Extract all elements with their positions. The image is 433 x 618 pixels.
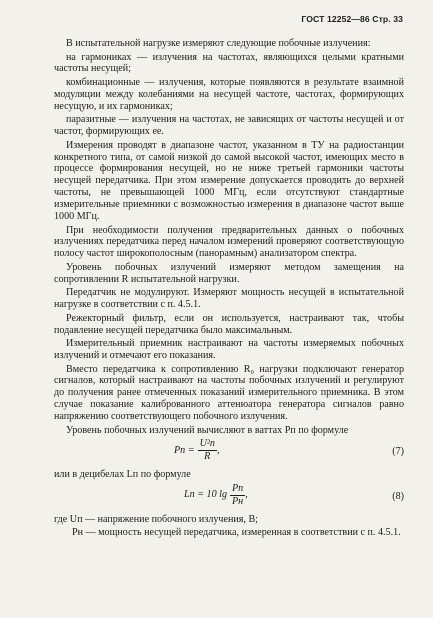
paragraph: Вместо передатчика к сопротивлению R₀ нагрузки подключают генератор сигналов, который настраивают на частоты побочных излучений и регулируют до получения ранее отмеченных показаний измерительного приемника. В этом случае показание калиброванного аттенюатора генератора сигналов равно напряжению соответствующего побочного излучения.: [54, 363, 404, 423]
paragraph: или в децибелах Lп по формуле: [54, 469, 191, 481]
formula-7-lhs: Pп =: [174, 444, 195, 456]
paragraph: При необходимости получения предварительных данных о побочных излучениях передатчика перед началом измерений проверяют соответствующую полосу частот широкополосным (панорамным) анализатором спектра.: [54, 224, 404, 260]
paragraph: Передатчик не модулируют. Измеряют мощность несущей в испытательной нагрузке в соответствии с п. 4.5.1.: [54, 287, 404, 311]
formula-7-tail: ,: [216, 444, 220, 456]
paragraph: паразитные — излучения на частотах, не зависящих от частоты несущей и от частот, формирующих ее.: [54, 114, 404, 138]
formula-8-fraction: [230, 483, 245, 508]
definition: Pн — мощность несущей передатчика, измеренная в соответствии с п. 4.5.1.: [72, 527, 401, 539]
formula-8-number: (8): [392, 490, 404, 502]
paragraph: Режекторный фильтр, если он используется, настраивают так, чтобы подавление несущей передатчика было максимальным.: [54, 312, 404, 336]
formula-7-fraction: [198, 438, 217, 463]
paragraph: Уровень побочных излучений измеряют методом замещения на сопротивлении R испытательной нагрузки.: [54, 261, 404, 285]
page-header: ГОСТ 12252—86 Стр. 33: [301, 14, 403, 24]
formula-8: [54, 483, 404, 513]
document-body: [54, 38, 404, 541]
formula-7-denominator: R: [204, 451, 211, 463]
formula-7-expression: [174, 438, 219, 463]
formula-8-tail: ,: [245, 489, 248, 501]
paragraph: В испытательной нагрузке измеряют следующие побочные излучения:: [66, 38, 371, 49]
paragraph: Уровень побочных излучений вычисляют в ваттах Pп по формуле: [66, 424, 349, 436]
formula-8-numerator: Pп: [232, 482, 244, 494]
formula-8-lhs: Lп = 10 lg: [184, 489, 227, 501]
paragraph: Измерительный приемник настраивают на частоты измеряемых побочных излучений и отмечают его показания.: [54, 338, 404, 361]
paragraph: Измерения проводят в диапазоне частот, указанном в ТУ на радиостанции конкретного типа, от самой низкой до самой высокой частот, имеющих место в процессе формирования несущей, но не ниже третьей гармоники частоты несущей передатчика. При этом измерение допускается проводить до верхней частоты, не превышающей 1000 МГц, если отсутствуют стандартные измерительные приемники с возможностью измерения в диапазоне частот выше 1000 МГц.: [54, 139, 404, 223]
formula-7-number: (7): [392, 446, 404, 458]
paragraph: на гармониках — излучения на частотах, являющихся целыми кратными частоты несущей;: [54, 51, 404, 75]
formula-7-numerator: U²п: [199, 438, 215, 450]
formula-8-denominator: Pн: [232, 495, 244, 507]
formula-8-expression: [184, 483, 248, 508]
definition: где Uп — напряжение побочного излучения, В;: [54, 513, 258, 525]
formula-7: [54, 438, 404, 468]
paragraph: комбинационные — излучения, которые появляются в результате взаимной модуляции между колебаниями на несущей частоте, частотах, формирующих несущую, и их гармониках;: [54, 76, 404, 112]
